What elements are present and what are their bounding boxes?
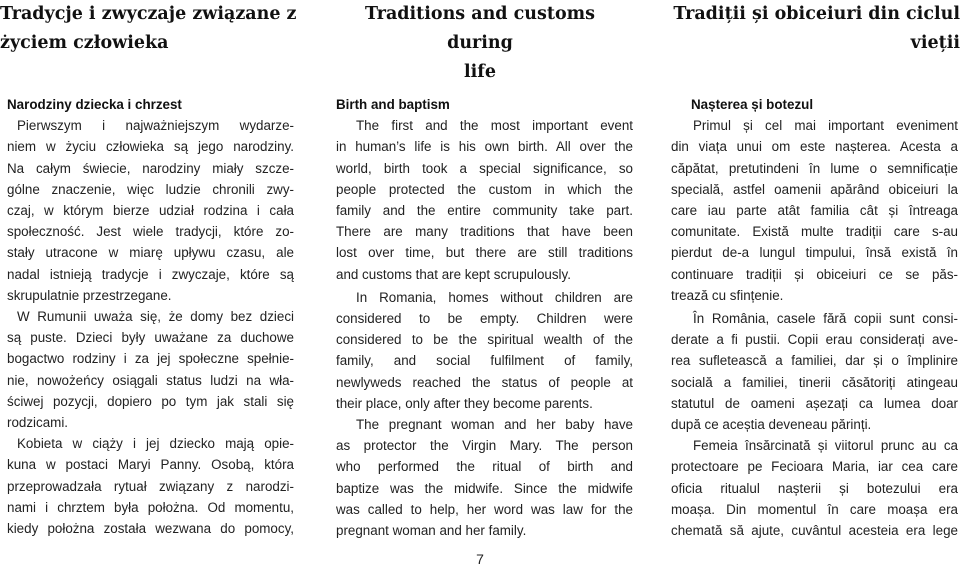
- text-line: statutul de oameni așezați ca lumea doar: [671, 395, 958, 411]
- text-line: niem w życiu człowieka są jego narodziny.: [7, 139, 294, 155]
- text-line: nie, nowożeńcy osiągali status ludzi na wła-: [7, 372, 294, 388]
- text-line: family and the entire community take part.: [336, 203, 633, 219]
- text-line: În România, casele fără copii sunt consi-: [693, 311, 958, 327]
- text-line: trează cu sfințenie.: [671, 287, 784, 303]
- text-line: socială a familiei, tinerii căsătoriți atingeau: [671, 374, 958, 390]
- text-line: care iau parte atât familia cât și întreaga: [671, 203, 958, 219]
- text-line: społeczność. Jest wiele tradycji, które zo-: [7, 224, 294, 240]
- text-line: rea sufletească a familiei, dar și o împlinire: [671, 353, 958, 369]
- text-line: newlyweds reached the status of people at: [336, 374, 633, 390]
- column-english: [336, 94, 633, 541]
- heading-polish: Tradycje i zwyczaje związane z życiem człowieka: [0, 4, 297, 53]
- text-line: ściwej pozycji, dopiero po tym jak stali się: [7, 393, 294, 409]
- text-line: In Romania, homes without children are: [356, 289, 633, 305]
- text-line: kuna w postaci Maryi Panny. Osobą, która: [7, 457, 294, 473]
- column-polish: [7, 94, 294, 539]
- text-line: przeprowadzała rytuał związany z narodzi-: [7, 478, 294, 494]
- text-line: and customs that are kept scrupulously.: [336, 266, 571, 282]
- text-line: was called to help, her word was law for the: [336, 501, 633, 517]
- text-line: nami i chrztem była położna. Od momentu,: [7, 499, 294, 515]
- text-line: Primul și cel mai important eveniment: [693, 118, 958, 134]
- text-line: considered to be empty. Children were: [336, 311, 633, 327]
- subtitle-romanian: Nașterea și botezul: [691, 97, 814, 112]
- subtitle-english: Birth and baptism: [336, 97, 450, 112]
- text-line: rodzicami.: [7, 415, 69, 431]
- text-line: specială, astfel oamenii apărând obiceiuri la: [671, 181, 958, 197]
- text-line: There are many traditions that have been: [336, 224, 633, 240]
- text-line: gólne znaczenie, więc ludzie chronili zwy-: [7, 181, 294, 197]
- text-line: pregnant woman and her family.: [336, 523, 527, 539]
- text-line: czaj, w którym bierze udział rodzina i cała: [7, 203, 294, 219]
- subtitle-polish: Narodziny dziecka i chrzest: [7, 97, 182, 112]
- text-line: who performed the ritual of birth and: [336, 459, 633, 475]
- heading-romanian: Tradiții și obiceiuri din ciclul vieții: [673, 4, 960, 53]
- text-line: their place, only after they become parents.: [336, 395, 593, 411]
- text-line: The pregnant woman and her baby have: [356, 417, 633, 433]
- text-line: as protector the Virgin Mary. The person: [336, 438, 633, 454]
- text-line: bogactwo rodziny i za jej społeczne spełnie-: [7, 351, 294, 367]
- text-line: derate a fi pustii. Copii erau considerați ave-: [671, 332, 958, 348]
- text-line: The first and the most important event: [356, 118, 633, 134]
- text-line: Pierwszym i najważniejszym wydarze-: [17, 118, 294, 134]
- text-line: stały utracone w miarę upływu czasu, ale: [7, 245, 294, 261]
- page-number: 7: [476, 551, 484, 567]
- text-line: baptize was the midwife. Since the midwife: [336, 480, 633, 496]
- text-line: moașa. Din momentul în care moașa era: [671, 501, 958, 517]
- text-line: skrupulatnie przestrzegane.: [7, 287, 172, 303]
- heading-english: Traditions and customs during life: [364, 4, 595, 82]
- text-line: din viața unui om este nașterea. Acesta a: [671, 139, 958, 155]
- text-line: considered to be the spiritual wealth of the: [336, 332, 633, 348]
- text-line: family, and social fulfilment of family,: [336, 353, 633, 369]
- text-line: W Rumunii uważa się, że domy bez dzieci: [17, 309, 294, 325]
- text-line: world, birth took a special significance, so: [336, 160, 633, 176]
- column-romanian: [671, 94, 958, 541]
- text-line: căpătat, pretutindeni în lume o semnificație: [671, 160, 958, 176]
- text-line: oficia ritualul nașterii și botezului era: [671, 480, 958, 496]
- text-line: după ce aceștia deveneau părinți.: [671, 417, 872, 433]
- text-line: pierdut de-a lungul timpului, însă există în: [671, 245, 958, 261]
- text-line: Na całym świecie, narodziny miały szcze-: [7, 160, 294, 176]
- text-line: chemată să ajute, cuvântul acesteia era lege: [671, 523, 958, 539]
- text-line: Femeia însărcinată și viitorul prunc au ca: [693, 438, 958, 454]
- text-line: in human’s life is his own birth. All over the: [336, 139, 633, 155]
- text-line: nadal istnieją tradycje i zwyczaje, które są: [7, 266, 294, 282]
- text-line: people protected the custom in which the: [336, 181, 633, 197]
- text-line: comunitate. Există multe tradiții care s-au: [671, 224, 958, 240]
- text-line: są puste. Dzieci były uważane za duchowe: [7, 330, 294, 346]
- text-line: lost over time, but there are still traditions: [336, 245, 633, 261]
- text-line: protectoare pe Fecioara Maria, iar cea care: [671, 459, 958, 475]
- text-line: kiedy położna została wezwana do pomocy,: [7, 521, 294, 537]
- text-line: continuare tradiții și obiceiuri ce se păs-: [671, 266, 958, 282]
- text-line: Kobieta w ciąży i jej dziecko mają opie-: [17, 436, 294, 452]
